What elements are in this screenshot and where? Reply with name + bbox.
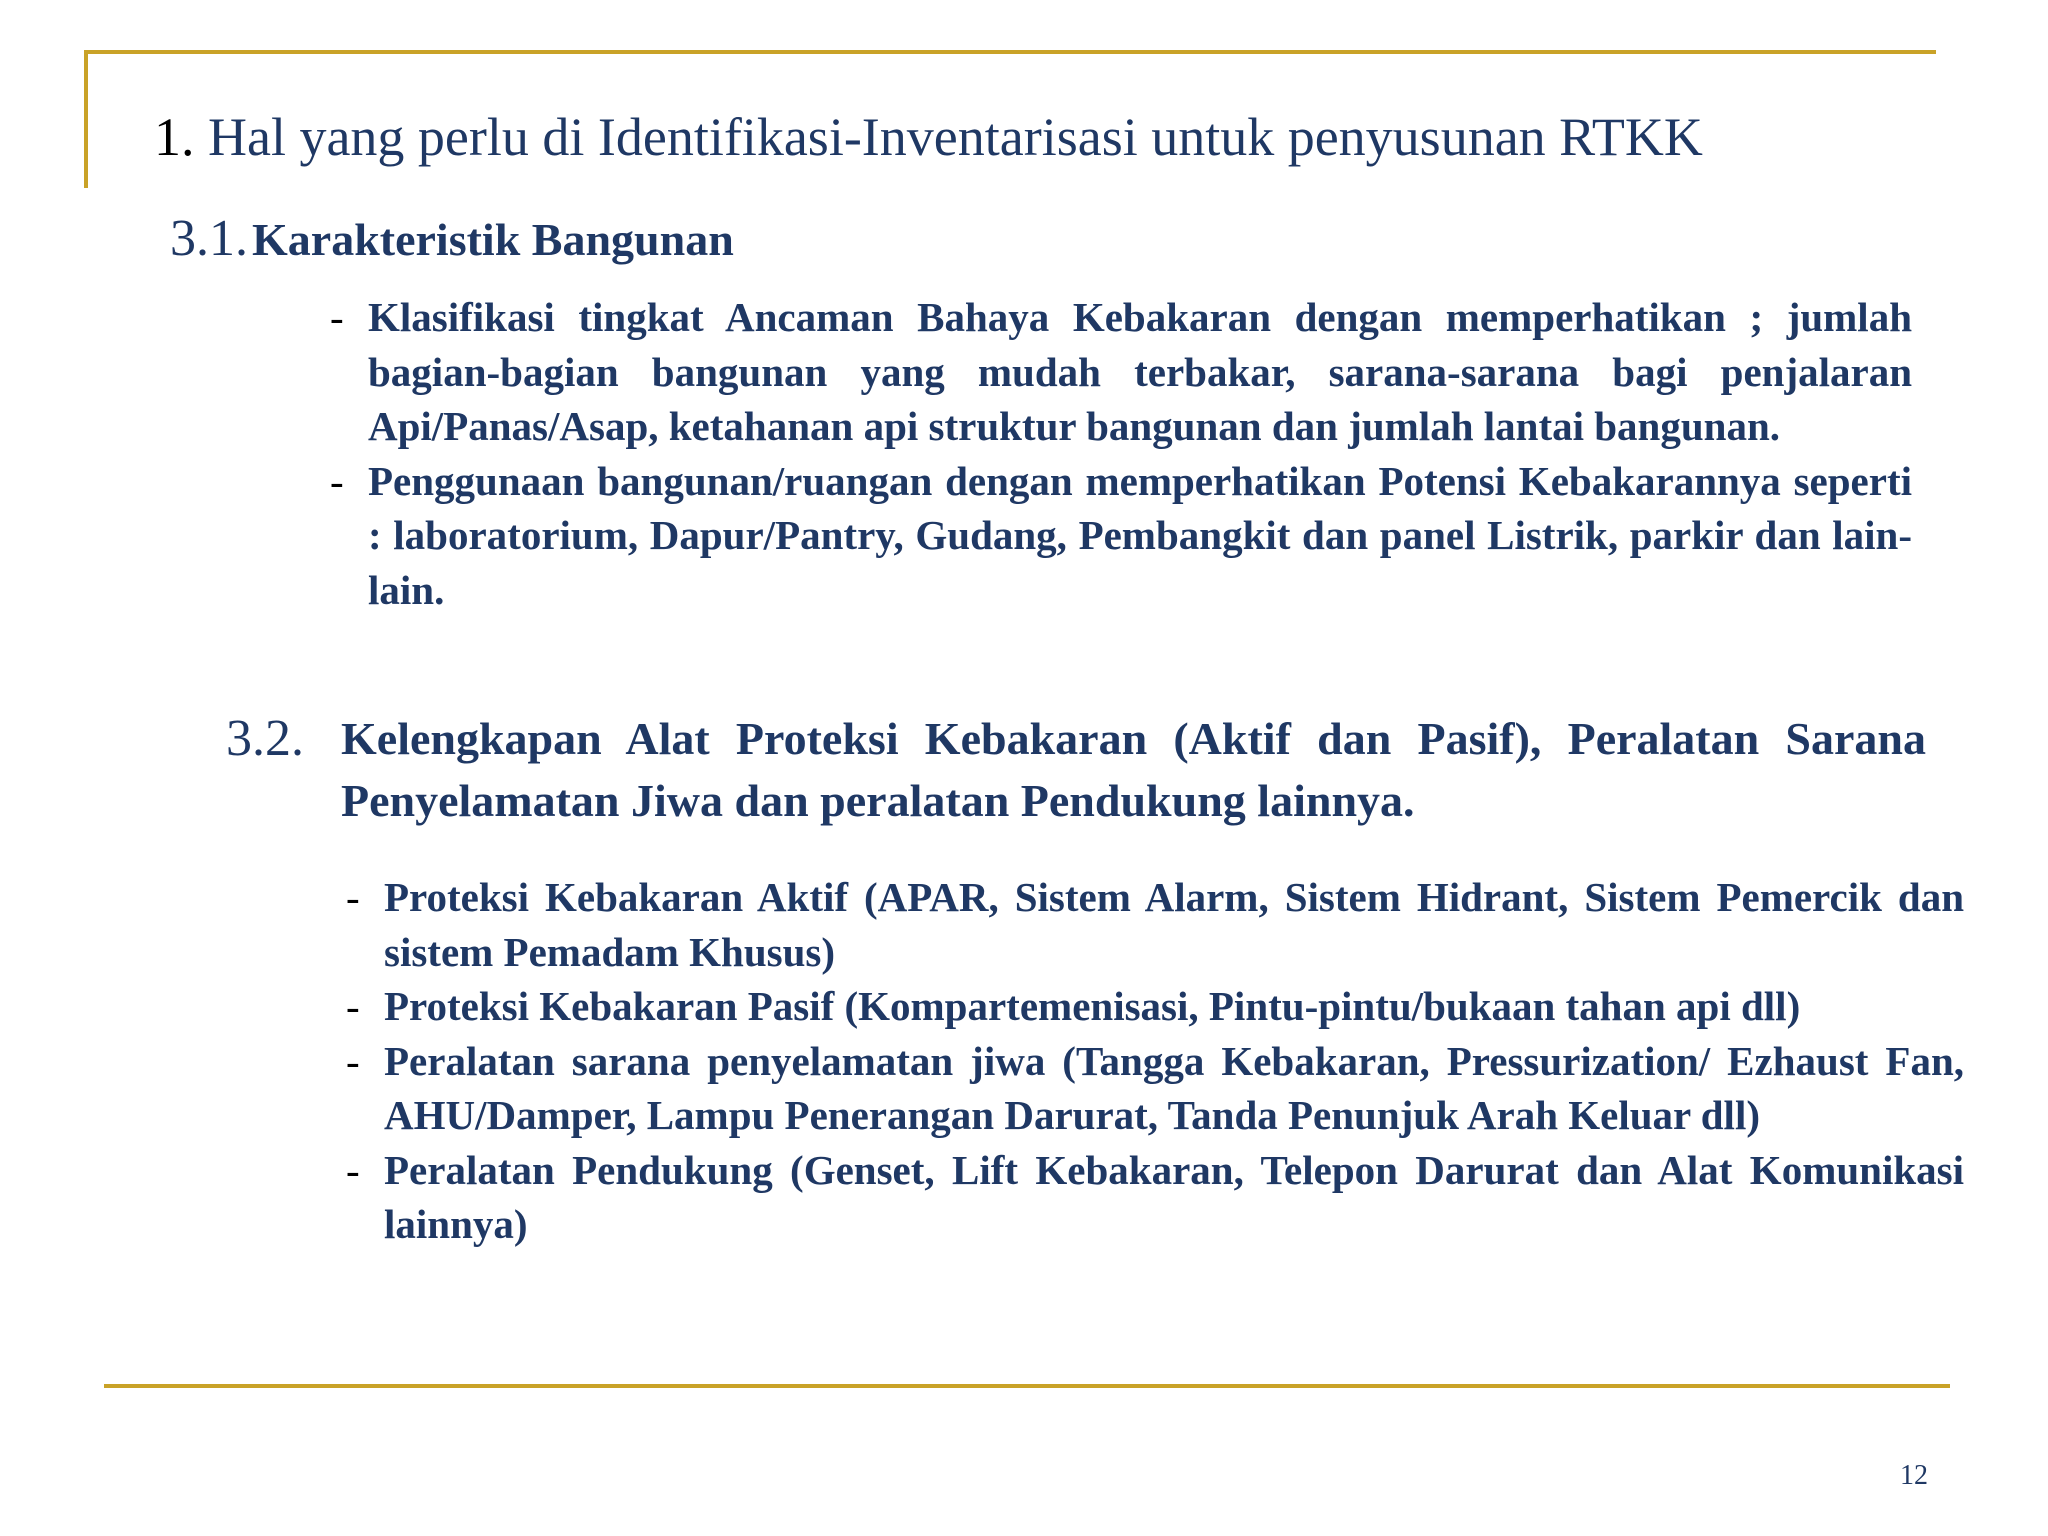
bullet-dash: - bbox=[346, 983, 360, 1029]
bullet-dash: - bbox=[346, 1037, 360, 1084]
slide-title-number: 1. bbox=[154, 107, 195, 167]
bullet-dash: - bbox=[330, 294, 344, 340]
bullet-item bbox=[346, 1034, 1964, 1143]
bullet-dash: - bbox=[346, 1146, 360, 1193]
bullet-item bbox=[330, 454, 1912, 618]
bullet-text: Proteksi Kebakaran Aktif (APAR, Sistem Alarm, Sistem Hidrant, Sistem Pemercik dan sistem Pemadam Khusus) bbox=[384, 874, 1964, 975]
page-number: 12 bbox=[1900, 1460, 1928, 1491]
top-rule bbox=[84, 50, 1936, 54]
left-rule bbox=[84, 50, 88, 188]
slide-title bbox=[154, 102, 1703, 172]
bullet-item bbox=[346, 870, 1964, 979]
bullet-text: Penggunaan bangunan/ruangan dengan memperhatikan Potensi Kebakarannya seperti : laboratorium, Dapur/Pantry, Gudang, Pembangkit dan panel Listrik, parkir dan lain-lain. bbox=[368, 457, 1912, 613]
bottom-rule bbox=[104, 1384, 1950, 1388]
bullet-text: Klasifikasi tingkat Ancaman Bahaya Kebakaran dengan memperhatikan ; jumlah bagian-bagian bangunan yang mudah terbakar, sarana-sarana bagi penjalaran Api/Panas/Asap, ketahanan api struktur bangunan dan jumlah lantai bangunan. bbox=[368, 294, 1912, 449]
section-heading-text: Kelengkapan Alat Proteksi Kebakaran (Aktif dan Pasif), Peralatan Sarana Penyelamatan Jiwa dan peralatan Pendukung lainnya. bbox=[341, 713, 1926, 826]
section-number: 3.2. bbox=[226, 710, 304, 767]
bullet-dash: - bbox=[330, 457, 344, 504]
slide-title-text: Hal yang perlu di Identifikasi-Inventarisasi untuk penyusunan RTKK bbox=[208, 107, 1703, 167]
bullet-item bbox=[346, 979, 1964, 1034]
section-3-1-bullet-list bbox=[330, 290, 1912, 617]
bullet-item bbox=[330, 290, 1912, 454]
bullet-text: Peralatan Pendukung (Genset, Lift Kebakaran, Telepon Darurat dan Alat Komunikasi lainnya) bbox=[384, 1146, 1964, 1247]
section-3-2-bullet-list bbox=[346, 870, 1964, 1252]
section-number: 3.1. bbox=[170, 210, 248, 267]
bullet-text: Peralatan sarana penyelamatan jiwa (Tangga Kebakaran, Pressurization/ Ezhaust Fan, AHU/Damper, Lampu Penerangan Darurat, Tanda Penunjuk Arah Keluar dll) bbox=[384, 1037, 1964, 1138]
section-heading-3-2 bbox=[226, 708, 1926, 832]
section-heading-text: Karakteristik Bangunan bbox=[252, 214, 734, 265]
bullet-item bbox=[346, 1143, 1964, 1252]
bullet-text: Proteksi Kebakaran Pasif (Kompartemenisasi, Pintu-pintu/bukaan tahan api dll) bbox=[384, 983, 1801, 1029]
bullet-dash: - bbox=[346, 874, 360, 920]
section-heading-3-1 bbox=[170, 208, 734, 282]
